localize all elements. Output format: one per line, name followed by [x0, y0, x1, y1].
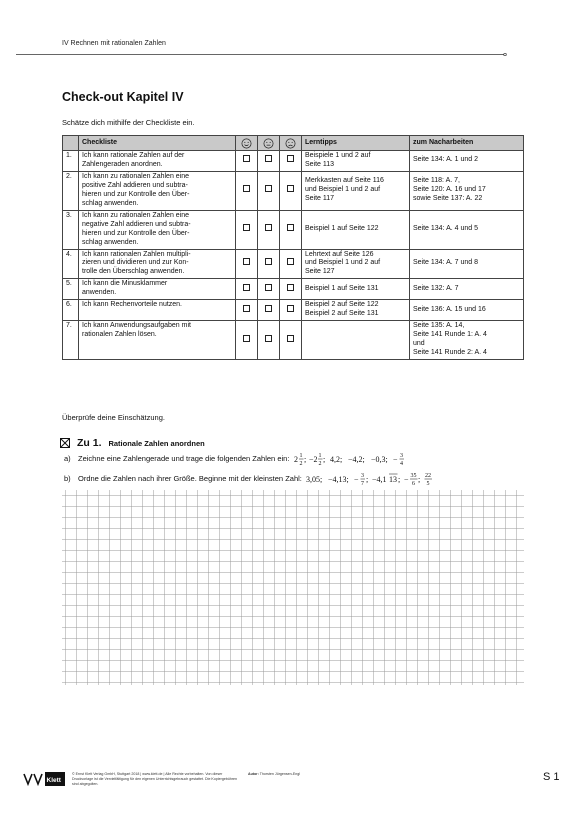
checklist-item-line: schlag anwenden.	[82, 199, 139, 207]
rating-checkbox-good[interactable]	[243, 305, 250, 312]
svg-text:6: 6	[411, 481, 415, 487]
rating-checkbox-poor[interactable]	[287, 305, 294, 312]
rework-line: und	[413, 340, 425, 348]
rating-cell-good	[236, 171, 258, 210]
task-b-letter: b)	[64, 473, 71, 483]
checklist-item-line: Ich kann die Minusklammer	[82, 280, 168, 288]
task-b	[64, 470, 466, 488]
rework-header: zum Nacharbeiten	[410, 136, 524, 151]
task-b-numbers	[306, 470, 466, 488]
svg-text:13: 13	[388, 475, 397, 484]
checklist-item	[79, 321, 236, 360]
rating-checkbox-poor[interactable]	[287, 224, 294, 231]
rating-cell-medium	[258, 249, 280, 279]
checklist-item-line: Ich kann Rechenvorteile nutzen.	[82, 301, 183, 309]
rating-cell-good	[236, 210, 258, 249]
rework-cell	[410, 249, 524, 279]
svg-text:1: 1	[299, 453, 302, 459]
tips-cell	[302, 171, 410, 210]
task-a-numbers	[294, 450, 434, 468]
checklist-item-line: Ich kann rationalen Zahlen multipli-	[82, 250, 191, 258]
row-number: 2.	[63, 171, 79, 210]
intro-text: Schätze dich mithilfe der Checkliste ein.	[62, 118, 195, 127]
rating-checkbox-medium[interactable]	[265, 155, 272, 162]
svg-text:;: ;	[397, 475, 401, 484]
rating-cell-good	[236, 151, 258, 172]
tips-line: und Beispiel 1 und 2 auf	[305, 186, 381, 194]
svg-text:22: 22	[424, 473, 431, 479]
svg-text:Klett: Klett	[46, 777, 61, 784]
section-title: Rationale Zahlen anordnen	[108, 439, 205, 448]
table-row	[63, 151, 524, 172]
rework-line: Seite 141 Runde 1: A. 4	[413, 331, 487, 339]
svg-text:2: 2	[299, 461, 302, 467]
svg-text:;: ;	[417, 475, 421, 484]
svg-text:1: 1	[318, 453, 321, 459]
rating-cell-good	[236, 321, 258, 360]
svg-text:−: −	[353, 475, 359, 484]
rating-cell-good	[236, 279, 258, 300]
rating-checkbox-poor[interactable]	[287, 284, 294, 291]
checklist-item-line: Ich kann rationale Zahlen auf der	[82, 152, 185, 159]
author-line	[248, 772, 300, 776]
tips-line: Beispiel 1 auf Seite 131	[305, 284, 379, 292]
rating-cell-medium	[258, 300, 280, 321]
svg-text:−: −	[392, 455, 398, 464]
frowning-face-icon	[280, 136, 302, 151]
tips-line: Lehrtext auf Seite 126	[305, 250, 374, 258]
rating-cell-medium	[258, 321, 280, 360]
svg-text:3: 3	[399, 453, 403, 459]
checklist-item-line: Zahlengeraden anordnen.	[82, 160, 163, 168]
svg-text:−2: −2	[308, 455, 318, 464]
rating-checkbox-medium[interactable]	[265, 284, 272, 291]
rating-cell-poor	[280, 300, 302, 321]
rating-checkbox-good[interactable]	[243, 155, 250, 162]
tips-line: Merkkasten auf Seite 116	[305, 177, 384, 185]
table-row	[63, 321, 524, 360]
tips-cell	[302, 249, 410, 279]
rating-checkbox-poor[interactable]	[287, 258, 294, 265]
rating-checkbox-poor[interactable]	[287, 155, 294, 162]
tips-line: Seite 113	[305, 160, 335, 168]
rating-cell-poor	[280, 321, 302, 360]
rework-line: Seite 134: A. 7 und 8	[413, 259, 478, 267]
rework-line: Seite 118: A. 7,	[413, 177, 460, 185]
num-header	[63, 136, 79, 151]
row-number: 5.	[63, 279, 79, 300]
rework-line: Seite 132: A. 7	[413, 284, 459, 292]
exercise-checkbox-icon[interactable]	[60, 438, 70, 448]
checklist-item-line: trolle den Überschlag anwenden.	[82, 268, 185, 276]
chapter-header: IV Rechnen mit rationalen Zahlen	[62, 40, 166, 47]
checklist-item-line: hieren und zur Kontrolle den Über-	[82, 229, 190, 237]
svg-text:−4,13;: −4,13;	[327, 475, 349, 484]
svg-text:5: 5	[426, 481, 430, 487]
rating-checkbox-medium[interactable]	[265, 224, 272, 231]
checklist-item	[79, 171, 236, 210]
tips-line: Beispiel 2 auf Seite 122	[305, 301, 379, 309]
rating-checkbox-good[interactable]	[243, 258, 250, 265]
checklist-item-line: schlag anwenden.	[82, 238, 139, 246]
svg-text:;: ;	[303, 455, 306, 464]
checklist-item	[79, 151, 236, 172]
tips-cell	[302, 210, 410, 249]
rating-cell-medium	[258, 151, 280, 172]
task-a-text: Zeichne eine Zahlengerade und trage die folgenden Zahlen ein:	[78, 453, 290, 463]
row-number: 6.	[63, 300, 79, 321]
checklist-item	[79, 279, 236, 300]
rating-cell-medium	[258, 171, 280, 210]
header-rule	[16, 53, 508, 56]
checklist-item-line: Ich kann zu rationalen Zahlen eine	[82, 211, 190, 219]
svg-text:;: ;	[322, 455, 325, 464]
checklist-item-line: Ich kann Anwendungsaufgaben mit	[82, 322, 191, 330]
tips-line: Beispiel 1 auf Seite 122	[305, 225, 379, 233]
tips-line: und Beispiel 1 und 2 auf	[305, 259, 381, 267]
svg-text:7: 7	[360, 481, 364, 487]
author-name: Thorsten Jürgensen-Engl	[259, 772, 301, 776]
rating-checkbox-medium[interactable]	[265, 185, 272, 192]
tips-cell	[302, 151, 410, 172]
svg-text:;: ;	[365, 475, 369, 484]
page-number: S 1	[543, 771, 560, 783]
row-number: 7.	[63, 321, 79, 360]
rework-cell	[410, 151, 524, 172]
row-number: 1.	[63, 151, 79, 172]
rework-line: Seite 134: A. 1 und 2	[413, 156, 478, 164]
svg-text:−4,1: −4,1	[371, 475, 387, 484]
checklist-item-line: hieren und zur Kontrolle den Über-	[82, 190, 190, 198]
svg-text:4,2;: 4,2;	[329, 455, 342, 464]
table-header-row	[63, 136, 524, 151]
rating-checkbox-poor[interactable]	[287, 335, 294, 342]
rating-checkbox-good[interactable]	[243, 335, 250, 342]
svg-text:2: 2	[293, 455, 298, 464]
rating-cell-good	[236, 300, 258, 321]
tips-header: Lerntipps	[302, 136, 410, 151]
rating-cell-medium	[258, 279, 280, 300]
rework-line: Seite 120: A. 16 und 17	[413, 186, 486, 194]
table-row	[63, 300, 524, 321]
page-title: Check-out Kapitel IV	[62, 90, 184, 104]
rework-cell	[410, 279, 524, 300]
task-a	[64, 450, 434, 468]
rework-cell	[410, 171, 524, 210]
rework-line: Seite 141 Runde 2: A. 4	[413, 349, 487, 357]
table-row	[63, 249, 524, 279]
table-row	[63, 210, 524, 249]
table-row	[63, 279, 524, 300]
checklist-item	[79, 300, 236, 321]
svg-text:−0,3;: −0,3;	[370, 455, 388, 464]
svg-text:35: 35	[410, 473, 417, 479]
smiling-face-icon	[236, 136, 258, 151]
row-number: 3.	[63, 210, 79, 249]
checklist-item	[79, 249, 236, 279]
svg-text:2: 2	[318, 461, 321, 467]
rework-line: Seite 136: A. 15 und 16	[413, 305, 486, 313]
checklist-header: Checkliste	[79, 136, 236, 151]
rating-checkbox-medium[interactable]	[265, 258, 272, 265]
tips-line: Seite 117	[305, 195, 335, 203]
rating-cell-poor	[280, 210, 302, 249]
author-label: Autor:	[248, 772, 259, 776]
checklist-item-line: positive Zahl addieren und subtra-	[82, 181, 188, 189]
squared-grid-area[interactable]	[62, 490, 524, 685]
rating-checkbox-good[interactable]	[243, 185, 250, 192]
checklist-item-line: zieren und dividieren und zur Kon-	[82, 259, 189, 267]
svg-text:−4,2;: −4,2;	[347, 455, 365, 464]
svg-text:3: 3	[360, 473, 364, 479]
rating-checkbox-medium[interactable]	[265, 335, 272, 342]
rating-cell-medium	[258, 210, 280, 249]
tips-line: Beispiel 2 auf Seite 131	[305, 310, 379, 318]
section-heading	[77, 437, 205, 449]
tips-cell	[302, 279, 410, 300]
tips-cell	[302, 300, 410, 321]
rating-cell-poor	[280, 279, 302, 300]
klett-logo	[22, 770, 66, 788]
task-b-text: Ordne die Zahlen nach ihrer Größe. Beginne mit der kleinsten Zahl:	[78, 473, 302, 483]
tips-cell	[302, 321, 410, 360]
checklist-item-line: anwenden.	[82, 289, 117, 297]
rework-cell	[410, 321, 524, 360]
row-number: 4.	[63, 249, 79, 279]
checklist-item-line: negative Zahl addieren und subtra-	[82, 220, 191, 228]
tips-line: Beispiele 1 und 2 auf	[305, 152, 371, 159]
rework-line: sowie Seite 137: A. 22	[413, 195, 483, 203]
review-instruction: Überprüfe deine Einschätzung.	[62, 413, 165, 422]
rating-checkbox-good[interactable]	[243, 284, 250, 291]
rework-cell	[410, 300, 524, 321]
rating-cell-poor	[280, 151, 302, 172]
section-number: Zu 1.	[77, 437, 102, 449]
neutral-face-icon	[258, 136, 280, 151]
rating-cell-good	[236, 249, 258, 279]
rating-cell-poor	[280, 171, 302, 210]
checklist-item-line: rationalen Zahlen lösen.	[82, 331, 157, 339]
rework-cell	[410, 210, 524, 249]
svg-text:3,05;: 3,05;	[305, 475, 323, 484]
svg-text:4: 4	[399, 461, 403, 467]
checklist-item	[79, 210, 236, 249]
checklist-table	[62, 135, 524, 360]
rating-checkbox-medium[interactable]	[265, 305, 272, 312]
rework-line: Seite 134: A. 4 und 5	[413, 225, 478, 233]
table-row	[63, 171, 524, 210]
task-a-letter: a)	[64, 453, 71, 463]
copyright-notice: © Ernst Klett Verlag GmbH, Stuttgart 2018 | www.klett.de | Alle Rechte vorbehalten. Von dieser Druckvorlage ist die Vervielfältigung für den eigenen Unterrichtsgebrauch gestattet. Die Kopiergebühren sind abgegolten.	[72, 772, 238, 787]
checklist-item-line: Ich kann zu rationalen Zahlen eine	[82, 172, 190, 180]
svg-text:−: −	[403, 475, 409, 484]
rating-checkbox-good[interactable]	[243, 224, 250, 231]
rework-line: Seite 135: A. 14,	[413, 322, 465, 330]
rating-cell-poor	[280, 249, 302, 279]
tips-line: Seite 127	[305, 268, 335, 276]
rating-checkbox-poor[interactable]	[287, 185, 294, 192]
